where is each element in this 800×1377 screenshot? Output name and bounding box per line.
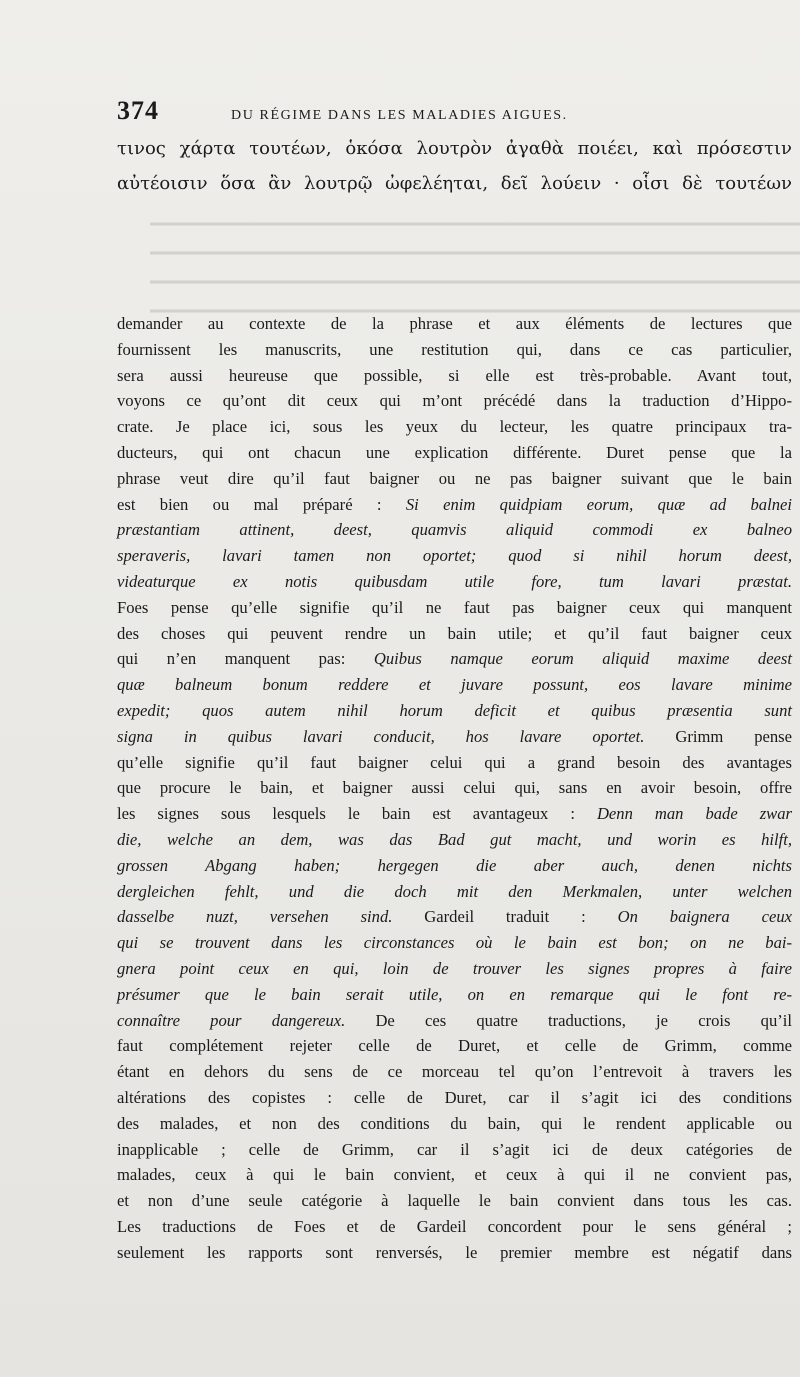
running-head: DU RÉGIME DANS LES MALADIES AIGUES. <box>231 108 568 123</box>
text-segment: qui n’en manquent pas: <box>117 649 374 669</box>
italic-quote-segment: quæ balneum bonum reddere et juvare possunt, eos lavare minime <box>117 675 792 695</box>
italic-quote-segment: videaturque ex notis quibusdam utile fore, tum lavari præstat. <box>117 571 792 591</box>
text-line <box>117 646 792 672</box>
text-segment: est bien ou mal préparé : <box>117 494 406 514</box>
italic-quote-segment: præstantiam attinent, deest, quamvis aliquid commodi ex balneo <box>117 520 792 540</box>
text-line <box>117 621 792 647</box>
text-line <box>117 956 792 982</box>
text-line <box>117 466 792 492</box>
text-segment: étant en dehors du sens de ce morceau tel qu’on l’entrevoit à travers les <box>117 1062 792 1082</box>
text-segment: Foes pense qu’elle signifie qu’il ne faut pas baigner ceux qui manquent <box>117 597 792 617</box>
text-line <box>117 1111 792 1137</box>
text-segment: qu’elle signifie qu’il faut baigner celui qui a grand besoin des avantages <box>117 752 792 772</box>
text-segment: phrase veut dire qu’il faut baigner ou ne pas baigner suivant que le bain <box>117 468 792 488</box>
text-line <box>117 440 792 466</box>
text-line <box>117 801 792 827</box>
text-line <box>117 363 792 389</box>
text-line <box>117 1137 792 1163</box>
text-line <box>117 750 792 776</box>
greek-text-line: αὐτέοισιν ὅσα ἂν λουτρῷ ὠφελέηται, δεῖ λούειν · οἷσι δὲ τουτέων <box>117 173 792 194</box>
text-segment: Gardeil traduit : <box>392 907 618 927</box>
italic-quote-segment: Denn man bade zwar <box>596 804 792 824</box>
text-line <box>117 1162 792 1188</box>
text-line <box>117 1240 792 1266</box>
page-number: 374 <box>117 96 159 125</box>
italic-quote-segment: présumer que le bain serait utile, on en remarque qui le font re- <box>117 984 792 1004</box>
text-line <box>117 388 792 414</box>
text-segment: et non d’une seule catégorie à laquelle le bain convient dans tous les cas. <box>117 1191 792 1211</box>
text-line <box>117 1214 792 1240</box>
text-line <box>117 672 792 698</box>
text-line <box>117 1188 792 1214</box>
text-line <box>117 543 792 569</box>
text-line <box>117 1008 792 1034</box>
text-segment: Grimm pense <box>644 726 793 746</box>
text-line <box>117 1033 792 1059</box>
text-line <box>117 930 792 956</box>
italic-quote-segment: expedit; quos autem nihil horum deficit et quibus præsentia sunt <box>117 700 792 720</box>
italic-quote-segment: connaître pour dangereux. <box>117 1010 346 1030</box>
text-line <box>117 595 792 621</box>
italic-quote-segment: gnera point ceux en qui, loin de trouver les signes propres à faire <box>117 958 792 978</box>
text-segment: que procure le bain, et baigner aussi celui qui, sans en avoir besoin, offre <box>117 778 792 798</box>
text-line <box>117 1085 792 1111</box>
text-segment: des choses qui peuvent rendre un bain utile; et qu’il faut baigner ceux <box>117 623 792 643</box>
text-segment: faut complétement rejeter celle de Duret, et celle de Grimm, comme <box>117 1036 792 1056</box>
italic-quote-segment: speraveris, lavari tamen non oportet; quod si nihil horum deest, <box>117 546 792 566</box>
text-segment: voyons ce qu’ont dit ceux qui m’ont précédé dans la traduction d’Hippo- <box>117 391 792 411</box>
italic-quote-segment: Quibus namque eorum aliquid maxime deest <box>373 649 792 669</box>
text-line <box>117 1059 792 1085</box>
text-segment: demander au contexte de la phrase et aux éléments de lectures que <box>117 314 792 333</box>
text-line <box>117 724 792 750</box>
text-segment: seulement les rapports sont renversés, le premier membre est négatif dans <box>117 1242 792 1262</box>
italic-quote-segment: dergleichen fehlt, und die doch mit den Merkmalen, unter welchen <box>117 881 792 901</box>
text-line <box>117 492 792 518</box>
italic-quote-segment: On baignera ceux <box>617 907 793 927</box>
text-segment: des malades, et non des conditions du bain, qui le rendent applicable ou <box>117 1113 792 1133</box>
text-line <box>117 827 792 853</box>
text-line <box>117 517 792 543</box>
page-header <box>117 96 787 130</box>
text-segment: altérations des copistes : celle de Duret, car il s’agit ici des conditions <box>117 1087 792 1107</box>
greek-text-line: τινος χάρτα τουτέων, ὁκόσα λουτρὸν ἀγαθὰ ποιέει, καὶ πρόσεστιν <box>117 138 792 159</box>
italic-quote-segment: dasselbe nuzt, versehen sind. <box>117 907 393 927</box>
text-line <box>117 698 792 724</box>
text-line <box>117 853 792 879</box>
text-line <box>117 414 792 440</box>
text-segment: ducteurs, qui ont chacun une explication différente. Duret pense que la <box>117 442 792 462</box>
text-line <box>117 879 792 905</box>
body-paragraph <box>117 311 792 1265</box>
text-line <box>117 982 792 1008</box>
text-segment: inapplicable ; celle de Grimm, car il s’agit ici de deux catégories de <box>117 1139 792 1159</box>
text-line <box>117 775 792 801</box>
italic-quote-segment: qui se trouvent dans les circonstances où le bain est bon; on ne bai- <box>117 933 792 953</box>
text-segment: sera aussi heureuse que possible, si elle est très-probable. Avant tout, <box>117 365 792 385</box>
text-segment: fournissent les manuscrits, une restitution qui, dans ce cas particulier, <box>117 339 792 359</box>
text-line <box>117 569 792 595</box>
text-segment: malades, ceux à qui le bain convient, et ceux à qui il ne convient pas, <box>117 1165 792 1185</box>
italic-quote-segment: Si enim quidpiam eorum, quæ ad balnei <box>405 494 792 514</box>
text-segment: Les traductions de Foes et de Gardeil concordent pour le sens général ; <box>117 1216 792 1236</box>
italic-quote-segment: grossen Abgang haben; hergegen die aber auch, denen nichts <box>117 855 792 875</box>
text-segment: crate. Je place ici, sous les yeux du lecteur, les quatre principaux tra- <box>117 417 792 437</box>
text-line <box>117 311 792 337</box>
italic-quote-segment: signa in quibus lavari conducit, hos lavare oportet. <box>117 726 645 746</box>
italic-quote-segment: die, welche an dem, was das Bad gut macht, und worin es hilft, <box>117 829 792 849</box>
text-line <box>117 337 792 363</box>
text-segment: De ces quatre traductions, je crois qu’il <box>345 1010 792 1030</box>
text-segment: les signes sous lesquels le bain est avantageux : <box>117 804 597 824</box>
text-line <box>117 904 792 930</box>
show-through-bleed <box>150 200 800 320</box>
